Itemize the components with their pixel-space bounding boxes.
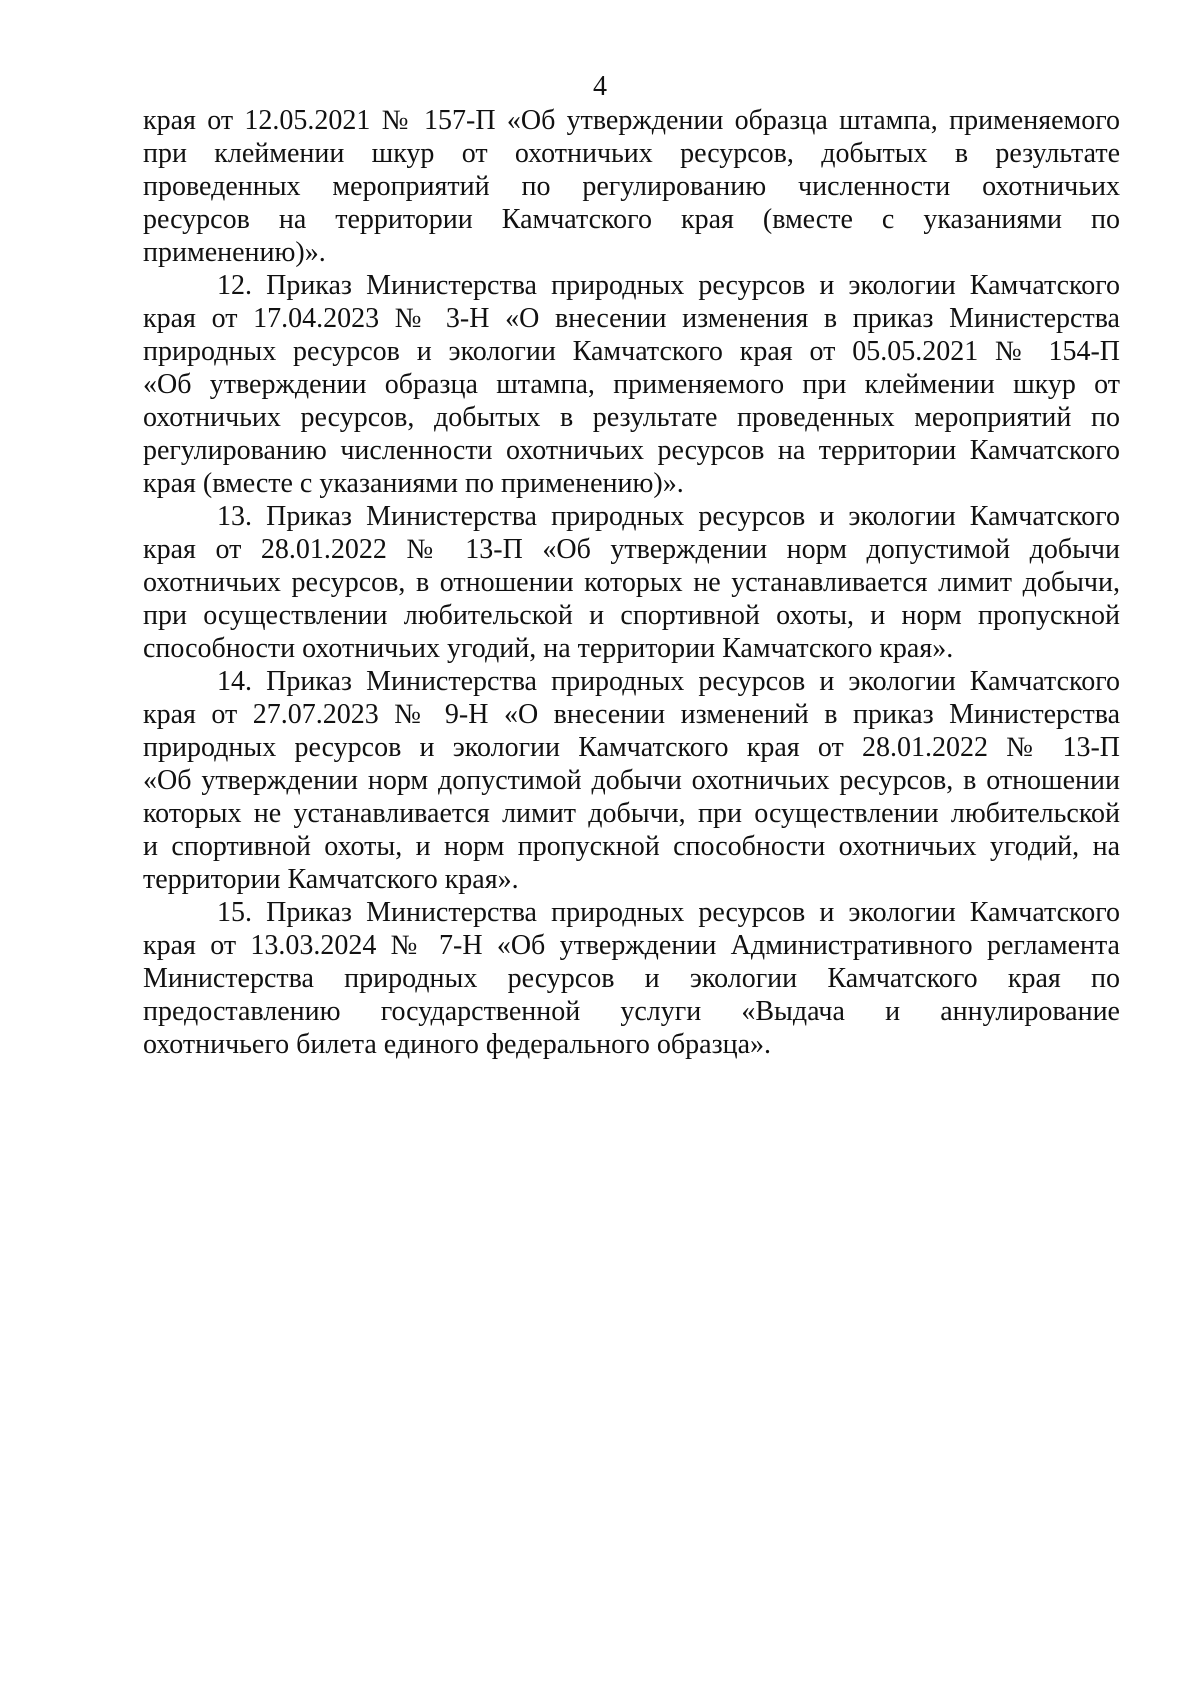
text-line: и спортивной охоты, и норм пропускной способности охотничьих угодий, на: [143, 831, 1120, 862]
text-line: 13. Приказ Министерства природных ресурсов и экологии Камчатского: [217, 501, 1120, 532]
text-line: территории Камчатского края».: [143, 864, 519, 895]
text-line: края от 27.07.2023 № 9-Н «О внесении изменений в приказ Министерства: [143, 699, 1120, 730]
list-item-13: [143, 500, 1120, 665]
text-line: «Об утверждении образца штампа, применяемого при клеймении шкур от: [143, 369, 1120, 400]
text-line: способности охотничьих угодий, на территории Камчатского края».: [143, 633, 954, 664]
text-line: края (вместе с указаниями по применению)».: [143, 468, 684, 499]
text-line: 14. Приказ Министерства природных ресурсов и экологии Камчатского: [217, 666, 1120, 697]
text-line: 15. Приказ Министерства природных ресурсов и экологии Камчатского: [217, 897, 1120, 928]
paragraph-continuation: [143, 104, 1120, 269]
text-line: края от 17.04.2023 № 3-Н «О внесении изменения в приказ Министерства: [143, 303, 1120, 334]
text-line: проведенных мероприятий по регулированию численности охотничьих: [143, 171, 1120, 202]
text-line: 12. Приказ Министерства природных ресурсов и экологии Камчатского: [217, 270, 1120, 301]
document-body: [143, 104, 1120, 1061]
list-item-14: [143, 665, 1120, 896]
text-line: природных ресурсов и экологии Камчатского края от 05.05.2021 № 154-П: [143, 336, 1120, 367]
page-number: 4: [593, 71, 607, 102]
text-line: при клеймении шкур от охотничьих ресурсов, добытых в результате: [143, 138, 1120, 169]
text-line: природных ресурсов и экологии Камчатского края от 28.01.2022 № 13-П: [143, 732, 1120, 763]
text-line: предоставлению государственной услуги «Выдача и аннулирование: [143, 996, 1120, 1027]
text-line: охотничьих ресурсов, добытых в результате проведенных мероприятий по: [143, 402, 1120, 433]
text-line: края от 12.05.2021 № 157-П «Об утверждении образца штампа, применяемого: [143, 105, 1120, 136]
text-line: которых не устанавливается лимит добычи, при осуществлении любительской: [143, 798, 1120, 829]
text-line: при осуществлении любительской и спортивной охоты, и норм пропускной: [143, 600, 1120, 631]
list-item-15: [143, 896, 1120, 1061]
text-line: охотничьего билета единого федерального образца».: [143, 1029, 772, 1060]
text-line: Министерства природных ресурсов и экологии Камчатского края по: [143, 963, 1120, 994]
text-line: ресурсов на территории Камчатского края (вместе с указаниями по: [143, 204, 1120, 235]
list-item-12: [143, 269, 1120, 500]
text-line: края от 13.03.2024 № 7-Н «Об утверждении Административного регламента: [143, 930, 1120, 961]
text-line: применению)».: [143, 237, 326, 268]
text-line: регулированию численности охотничьих ресурсов на территории Камчатского: [143, 435, 1120, 466]
text-line: охотничьих ресурсов, в отношении которых не устанавливается лимит добычи,: [143, 567, 1120, 598]
text-line: края от 28.01.2022 № 13-П «Об утверждении норм допустимой добычи: [143, 534, 1120, 565]
text-line: «Об утверждении норм допустимой добычи охотничьих ресурсов, в отношении: [143, 765, 1120, 796]
